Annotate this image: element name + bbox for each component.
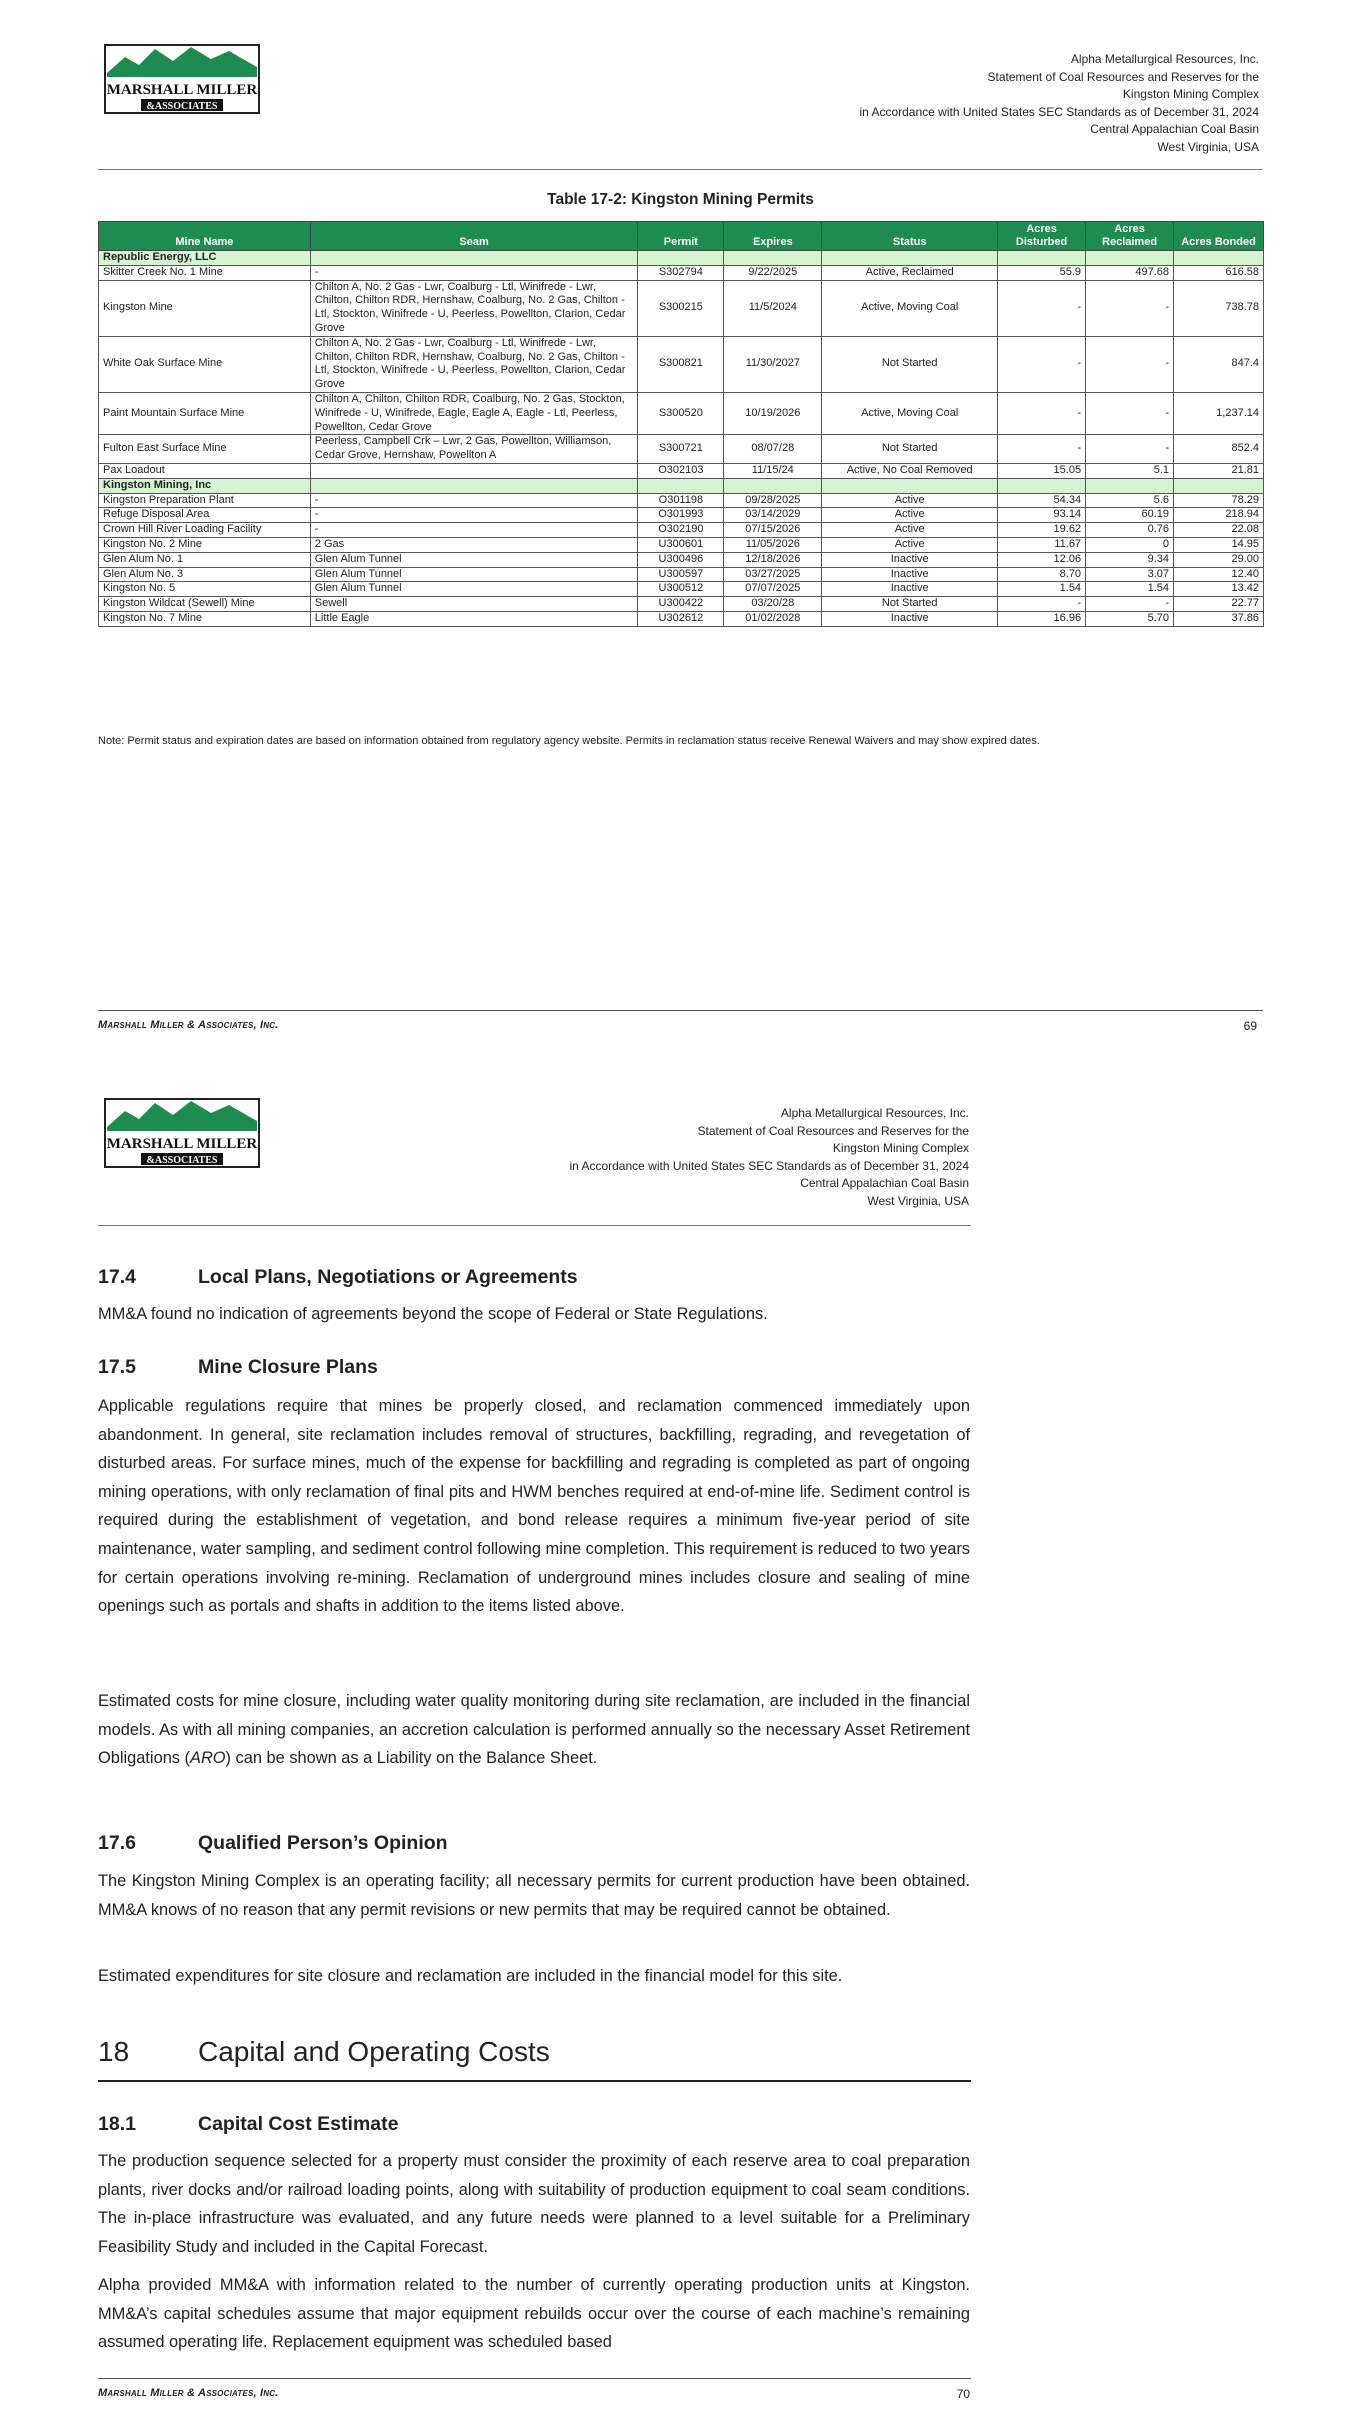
- section-number: 17.4: [98, 1266, 136, 1288]
- cell-mine-name: Skitter Creek No. 1 Mine: [99, 265, 311, 280]
- cell-expires: 9/22/2025: [724, 265, 822, 280]
- section-heading-17-5: [98, 1356, 378, 1379]
- cell-acres-reclaimed: -: [1086, 280, 1174, 336]
- paragraph-17-5-a: Applicable regulations require that mines be properly closed, and reclamation commenced immediately upon abandonment. In general, site reclamation includes removal of structures, backfilling, regrading, and revegetation of disturbed areas. For surface mines, much of the expense for backfilling and regrading is completed as part of ongoing mining operations, with only reclamation of final pits and HWM benches required at end-of-mine life. Sediment control is required during the establishment of vegetation, and bond release requires a minimum five-year period of site maintenance, water sampling, and sediment control following mine completion. This requirement is reduced to two years for certain operations involving re-mining. Reclamation of underground mines includes closure and sealing of mine openings such as portals and shafts in addition to the items listed above.: [98, 1397, 970, 1616]
- paragraph-18-1-a: The production sequence selected for a property must consider the proximity of each reserve area to coal preparation plants, river docks and/or railroad loading points, along with suitability of production equipment to coal seam conditions. The in-place infrastructure was evaluated, and any future needs were planned to a level suitable for a Preliminary Feasibility Study and included in the Capital Forecast.: [98, 2152, 970, 2256]
- section-heading-17-6: [98, 1832, 448, 1855]
- cell-mine-name: Glen Alum No. 3: [99, 567, 311, 582]
- paragraph-17-6-b: Estimated expenditures for site closure and reclamation are included in the financial model for this site.: [98, 1967, 843, 1985]
- cell-seam: Chilton A, No. 2 Gas - Lwr, Coalburg - Ltl, Winifrede - Lwr, Chilton, Chilton RDR, Hernshaw, Coalburg, No. 2 Gas, Chilton - Ltl, Stockton, Winifrede - U, Peerless, Powellton, Clarion, Cedar Grove: [310, 336, 638, 392]
- table-row: [99, 493, 1264, 508]
- cell-mine-name: Crown Hill River Loading Facility: [99, 523, 311, 538]
- cell-acres-reclaimed: 5.6: [1086, 493, 1174, 508]
- cell-permit: S300520: [638, 392, 724, 434]
- cell-permit: U300601: [638, 537, 724, 552]
- chapter-heading-18: [98, 2036, 550, 2068]
- cell-permit: S300721: [638, 435, 724, 464]
- table-row: [99, 435, 1264, 464]
- cell-permit: U302612: [638, 611, 724, 626]
- cell-acres-bonded: 22.77: [1174, 597, 1264, 612]
- group-row: [99, 478, 1264, 493]
- section-number: 17.5: [98, 1356, 136, 1378]
- cell-acres-disturbed: 54.34: [998, 493, 1086, 508]
- table-row: [99, 392, 1264, 434]
- cell-status: Inactive: [822, 552, 998, 567]
- cell-acres-bonded: 218.94: [1174, 508, 1264, 523]
- cell-seam: 2 Gas: [310, 537, 638, 552]
- cell-expires: 11/5/2024: [724, 280, 822, 336]
- cell-acres-disturbed: 93.14: [998, 508, 1086, 523]
- cell-acres-disturbed: 8.70: [998, 567, 1086, 582]
- cell-acres-reclaimed: 5.1: [1086, 463, 1174, 478]
- cell-status: Inactive: [822, 582, 998, 597]
- footer-rule: [98, 2378, 971, 2379]
- cell-permit: S300215: [638, 280, 724, 336]
- section-title: Capital Cost Estimate: [198, 2113, 399, 2135]
- col-header-status: Status: [822, 222, 998, 251]
- logo-text-bottom: &ASSOCIATES: [146, 101, 218, 112]
- cell-permit: U300422: [638, 597, 724, 612]
- header-line: Central Appalachian Coal Basin: [800, 1176, 969, 1190]
- table-header-row: [99, 222, 1264, 251]
- cell-acres-disturbed: 12.06: [998, 552, 1086, 567]
- table-row: [99, 582, 1264, 597]
- cell-mine-name: Kingston No. 7 Mine: [99, 611, 311, 626]
- header-line: West Virginia, USA: [1157, 139, 1259, 154]
- cell-seam: Glen Alum Tunnel: [310, 582, 638, 597]
- text-run: ) can be shown as a Liability on the Balance Sheet.: [225, 1749, 598, 1768]
- table-caption: Table 17-2: Kingston Mining Permits: [547, 191, 814, 208]
- col-header-acres-bonded: Acres Bonded: [1174, 222, 1264, 251]
- cell-acres-bonded: 78.29: [1174, 493, 1264, 508]
- cell-status: Active, No Coal Removed: [822, 463, 998, 478]
- paragraph-17-4: MM&A found no indication of agreements beyond the scope of Federal or State Regulations.: [98, 1305, 768, 1323]
- table-row: [99, 523, 1264, 538]
- section-title: Mine Closure Plans: [198, 1356, 378, 1378]
- cell-seam: -: [310, 493, 638, 508]
- cell-acres-reclaimed: 3.07: [1086, 567, 1174, 582]
- chapter-rule: [98, 2080, 971, 2082]
- footer-rule: [98, 1010, 1263, 1011]
- chapter-number: 18: [98, 2036, 130, 2067]
- permits-table: [98, 221, 1264, 627]
- group-label: Republic Energy, LLC: [99, 251, 311, 266]
- cell-acres-bonded: 37.86: [1174, 611, 1264, 626]
- cell-permit: U300597: [638, 567, 724, 582]
- header-line: Statement of Coal Resources and Reserves for the: [987, 69, 1259, 84]
- cell-seam: Glen Alum Tunnel: [310, 567, 638, 582]
- table-row: [99, 336, 1264, 392]
- paragraph-18-1-b: Alpha provided MM&A with information related to the number of currently operating production units at Kingston. MM&A’s capital schedules assume that major equipment rebuilds occur over the course of each machine’s remaining assumed operating life. Replacement equipment was scheduled based: [98, 2276, 970, 2352]
- cell-seam: Sewell: [310, 597, 638, 612]
- cell-seam: -: [310, 508, 638, 523]
- cell-acres-bonded: 14.95: [1174, 537, 1264, 552]
- cell-acres-reclaimed: -: [1086, 336, 1174, 392]
- cell-acres-bonded: 29.00: [1174, 552, 1264, 567]
- cell-acres-reclaimed: 5.70: [1086, 611, 1174, 626]
- company-logo: [103, 43, 261, 115]
- cell-acres-reclaimed: 9.34: [1086, 552, 1174, 567]
- cell-acres-disturbed: -: [998, 435, 1086, 464]
- cell-expires: 08/07/28: [724, 435, 822, 464]
- group-row: [99, 251, 1264, 266]
- cell-mine-name: Kingston No. 5: [99, 582, 311, 597]
- cell-status: Active, Moving Coal: [822, 392, 998, 434]
- cell-seam: Chilton A, No. 2 Gas - Lwr, Coalburg - Ltl, Winifrede - Lwr, Chilton, Chilton RDR, Hernshaw, Coalburg, No. 2 Gas, Chilton - Ltl, Stockton, Winifrede - U, Peerless, Powellton, Clarion, Cedar Grove: [310, 280, 638, 336]
- header-line: Alpha Metallurgical Resources, Inc.: [1070, 52, 1259, 66]
- group-label: Kingston Mining, Inc: [99, 478, 311, 493]
- cell-mine-name: Kingston Preparation Plant: [99, 493, 311, 508]
- cell-acres-reclaimed: 0: [1086, 537, 1174, 552]
- cell-acres-bonded: 1,237.14: [1174, 392, 1264, 434]
- cell-acres-reclaimed: -: [1086, 435, 1174, 464]
- cell-acres-disturbed: 55.9: [998, 265, 1086, 280]
- cell-acres-reclaimed: 0.76: [1086, 523, 1174, 538]
- cell-acres-disturbed: -: [998, 336, 1086, 392]
- cell-status: Inactive: [822, 567, 998, 582]
- page-70: [0, 1060, 1365, 2420]
- cell-seam: Glen Alum Tunnel: [310, 552, 638, 567]
- col-header-permit: Permit: [638, 222, 724, 251]
- cell-acres-bonded: 847.4: [1174, 336, 1264, 392]
- cell-status: Active: [822, 523, 998, 538]
- col-header-acres-reclaimed: Acres Reclaimed: [1086, 222, 1174, 251]
- col-header-mine-name: Mine Name: [99, 222, 311, 251]
- cell-acres-reclaimed: 1.54: [1086, 582, 1174, 597]
- cell-mine-name: Refuge Disposal Area: [99, 508, 311, 523]
- section-title: Qualified Person’s Opinion: [198, 1832, 448, 1854]
- logo-text-bottom: &ASSOCIATES: [146, 1155, 218, 1166]
- cell-mine-name: Paint Mountain Surface Mine: [99, 392, 311, 434]
- cell-status: Active: [822, 508, 998, 523]
- cell-mine-name: Kingston Wildcat (Sewell) Mine: [99, 597, 311, 612]
- table-row: [99, 508, 1264, 523]
- cell-expires: 07/15/2026: [724, 523, 822, 538]
- cell-status: Inactive: [822, 611, 998, 626]
- cell-mine-name: Pax Loadout: [99, 463, 311, 478]
- cell-status: Active, Reclaimed: [822, 265, 998, 280]
- cell-seam: Peerless, Campbell Crk – Lwr, 2 Gas, Powellton, Williamson, Cedar Grove, Hernshaw, Powellton A: [310, 435, 638, 464]
- footer-company: Marshall Miller & Associates, Inc.: [98, 2387, 279, 2399]
- col-header-expires: Expires: [724, 222, 822, 251]
- cell-expires: 03/27/2025: [724, 567, 822, 582]
- cell-permit: O302103: [638, 463, 724, 478]
- section-number: 18.1: [98, 2113, 136, 2135]
- cell-acres-disturbed: 15.05: [998, 463, 1086, 478]
- cell-permit: O301993: [638, 508, 724, 523]
- cell-expires: 11/05/2026: [724, 537, 822, 552]
- cell-permit: O301198: [638, 493, 724, 508]
- cell-expires: 01/02/2028: [724, 611, 822, 626]
- cell-permit: U300496: [638, 552, 724, 567]
- cell-acres-disturbed: -: [998, 392, 1086, 434]
- cell-seam: -: [310, 523, 638, 538]
- cell-seam: Little Eagle: [310, 611, 638, 626]
- cell-expires: 11/15/24: [724, 463, 822, 478]
- paragraph-17-6-a: The Kingston Mining Complex is an operating facility; all necessary permits for current production have been obtained. MM&A knows of no reason that any permit revisions or new permits that may be required cannot be obtained.: [98, 1872, 970, 1919]
- table-row: [99, 463, 1264, 478]
- cell-acres-reclaimed: -: [1086, 597, 1174, 612]
- cell-expires: 09/28/2025: [724, 493, 822, 508]
- col-header-seam: Seam: [310, 222, 638, 251]
- header-line: Central Appalachian Coal Basin: [1090, 122, 1259, 136]
- page-69: [0, 0, 1365, 1060]
- cell-acres-bonded: 13.42: [1174, 582, 1264, 597]
- table-note: Note: Permit status and expiration dates are based on information obtained from regulatory agency website. Permits in reclamation status receive Renewal Waivers and may show expired dates.: [98, 735, 1040, 747]
- cell-acres-bonded: 738.78: [1174, 280, 1264, 336]
- company-logo: [103, 1097, 261, 1169]
- cell-mine-name: Kingston No. 2 Mine: [99, 537, 311, 552]
- table-row: [99, 280, 1264, 336]
- table-row: [99, 611, 1264, 626]
- cell-acres-disturbed: -: [998, 597, 1086, 612]
- aro-abbrev: ARO: [190, 1749, 226, 1768]
- cell-expires: 07/07/2025: [724, 582, 822, 597]
- section-title: Local Plans, Negotiations or Agreements: [198, 1266, 578, 1288]
- cell-acres-reclaimed: 60.19: [1086, 508, 1174, 523]
- cell-mine-name: Kingston Mine: [99, 280, 311, 336]
- cell-acres-bonded: 21.81: [1174, 463, 1264, 478]
- paragraph-17-5-b: [98, 1687, 970, 1773]
- cell-expires: 03/20/28: [724, 597, 822, 612]
- cell-status: Active, Moving Coal: [822, 280, 998, 336]
- cell-status: Active: [822, 493, 998, 508]
- cell-acres-disturbed: 19.62: [998, 523, 1086, 538]
- page-number: 69: [1243, 1019, 1257, 1033]
- cell-acres-reclaimed: 497.68: [1086, 265, 1174, 280]
- logo-text-top: MARSHALL MILLER: [106, 1136, 258, 1152]
- cell-status: Not Started: [822, 597, 998, 612]
- cell-acres-bonded: 12.40: [1174, 567, 1264, 582]
- cell-acres-bonded: 22.08: [1174, 523, 1264, 538]
- table-row: [99, 597, 1264, 612]
- cell-acres-disturbed: 1.54: [998, 582, 1086, 597]
- section-heading-17-4: [98, 1266, 578, 1289]
- header-line: Kingston Mining Complex: [832, 1141, 969, 1155]
- table-row: [99, 552, 1264, 567]
- cell-acres-bonded: 616.58: [1174, 265, 1264, 280]
- header-line: in Accordance with United States SEC Standards as of December 31, 2024: [569, 1158, 969, 1173]
- cell-mine-name: Glen Alum No. 1: [99, 552, 311, 567]
- cell-seam: -: [310, 265, 638, 280]
- section-number: 17.6: [98, 1832, 136, 1854]
- cell-seam: Chilton A, Chilton, Chilton RDR, Coalburg, No. 2 Gas, Stockton, Winifrede - U, Winifrede, Eagle, Eagle A, Eagle - Ltl, Peerless, Powellton, Cedar Grove: [310, 392, 638, 434]
- cell-acres-bonded: 852.4: [1174, 435, 1264, 464]
- cell-acres-disturbed: -: [998, 280, 1086, 336]
- table-row: [99, 265, 1264, 280]
- cell-status: Not Started: [822, 336, 998, 392]
- cell-seam: [310, 463, 638, 478]
- document-header: [569, 1105, 969, 1210]
- cell-status: Not Started: [822, 435, 998, 464]
- cell-mine-name: Fulton East Surface Mine: [99, 435, 311, 464]
- col-header-acres-disturbed: Acres Disturbed: [998, 222, 1086, 251]
- table-row: [99, 537, 1264, 552]
- text-run: Estimated costs for mine closure, including water quality monitoring during site reclamation, are included in the financial models. As with all mining companies, an accretion calculation is performed annually so the necessary Asset Retirement Obligations (: [98, 1692, 970, 1768]
- header-line: Alpha Metallurgical Resources, Inc.: [780, 1106, 969, 1120]
- document-header: [859, 51, 1259, 156]
- cell-permit: S302794: [638, 265, 724, 280]
- cell-expires: 03/14/2029: [724, 508, 822, 523]
- logo-text-top: MARSHALL MILLER: [106, 82, 258, 98]
- chapter-title: Capital and Operating Costs: [198, 2036, 550, 2067]
- cell-status: Active: [822, 537, 998, 552]
- page-number: 70: [956, 2387, 970, 2401]
- cell-expires: 10/19/2026: [724, 392, 822, 434]
- cell-permit: O302190: [638, 523, 724, 538]
- cell-mine-name: White Oak Surface Mine: [99, 336, 311, 392]
- footer-company: Marshall Miller & Associates, Inc.: [98, 1019, 279, 1031]
- header-line: in Accordance with United States SEC Standards as of December 31, 2024: [859, 104, 1259, 119]
- table-row: [99, 567, 1264, 582]
- cell-expires: 12/18/2026: [724, 552, 822, 567]
- cell-permit: S300821: [638, 336, 724, 392]
- cell-permit: U300512: [638, 582, 724, 597]
- cell-acres-disturbed: 16.96: [998, 611, 1086, 626]
- header-line: Statement of Coal Resources and Reserves for the: [697, 1123, 969, 1138]
- header-line: West Virginia, USA: [867, 1193, 969, 1208]
- section-heading-18-1: [98, 2113, 398, 2136]
- header-line: Kingston Mining Complex: [1122, 87, 1259, 101]
- cell-acres-disturbed: 11.67: [998, 537, 1086, 552]
- header-rule: [98, 1225, 971, 1226]
- cell-acres-reclaimed: -: [1086, 392, 1174, 434]
- header-rule: [98, 169, 1263, 170]
- cell-expires: 11/30/2027: [724, 336, 822, 392]
